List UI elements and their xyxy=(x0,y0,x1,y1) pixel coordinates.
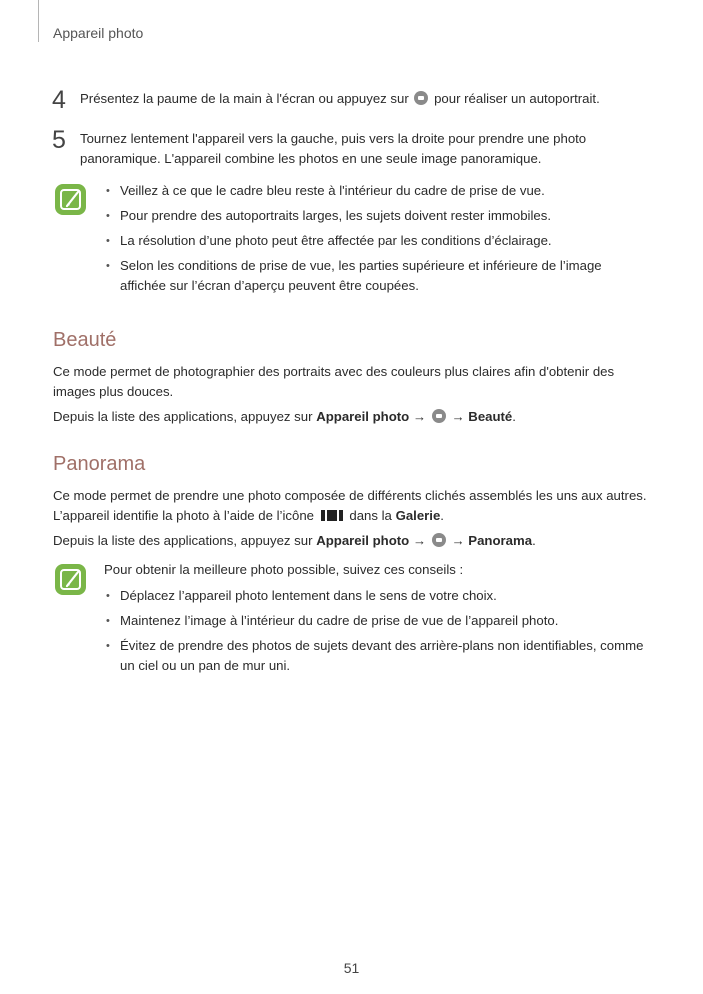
note-icon xyxy=(55,564,86,595)
section-heading-beaute: Beauté xyxy=(53,329,117,351)
section-heading-panorama: Panorama xyxy=(53,453,146,475)
gallery-name: Galerie xyxy=(395,508,441,523)
step-text: Présentez la paume de la main à l'écran ou appuyez sur pour réaliser un autoportrait. xyxy=(80,91,600,106)
app-name: Appareil photo xyxy=(316,409,410,424)
list-item: • Selon les conditions de prise de vue, les parties supérieure et inférieure de l’image affichée sur l’écran d’aperçu peuvent être coupées. xyxy=(106,258,602,293)
instruction-path: Depuis la liste des applications, appuyez sur Appareil photo → → Beauté. xyxy=(53,409,516,424)
instruction-path: Depuis la liste des applications, appuyez sur Appareil photo → → Panorama. xyxy=(53,533,536,548)
mode-icon xyxy=(432,409,446,423)
list-item: • Veillez à ce que le cadre bleu reste à l'intérieur du cadre de prise de vue. xyxy=(106,183,545,198)
header-divider xyxy=(38,0,39,42)
mode-name: Panorama xyxy=(468,533,533,548)
note-icon xyxy=(55,184,86,215)
list-item: • Pour prendre des autoportraits larges, les sujets doivent rester immobiles. xyxy=(106,208,551,223)
list-item: • Déplacez l’appareil photo lentement dans le sens de votre choix. xyxy=(106,588,497,603)
section-description: Ce mode permet de photographier des portraits avec des couleurs plus claires afin d'obtenir des images plus douces. xyxy=(53,364,615,399)
step-number: 5 xyxy=(52,126,66,154)
section-title: Appareil photo xyxy=(53,25,144,41)
panorama-icon xyxy=(321,510,343,521)
list-item: • La résolution d’une photo peut être affectée par les conditions d’éclairage. xyxy=(106,233,552,248)
list-item: • Maintenez l’image à l’intérieur du cadre de prise de vue de l’appareil photo. xyxy=(106,613,559,628)
step-number: 4 xyxy=(52,86,66,114)
step-text: Tournez lentement l'appareil vers la gauche, puis vers la droite pour prendre une photo panoramique. L'appareil combine les photos en une seule image panoramique. xyxy=(80,131,587,166)
mode-name: Beauté xyxy=(468,409,513,424)
mode-icon xyxy=(432,533,446,547)
app-name: Appareil photo xyxy=(316,533,410,548)
list-item: • Évitez de prendre des photos de sujets devant des arrière-plans non identifiables, comme un ciel ou un pan de mur uni. xyxy=(106,638,644,673)
selfie-camera-icon xyxy=(414,91,428,105)
section-description: Ce mode permet de prendre une photo composée de différents clichés assemblés les uns aux autres. L’appareil identifie la photo à l’aide de l’icône dans la Galerie. xyxy=(53,488,647,523)
note-intro: Pour obtenir la meilleure photo possible, suivez ces conseils : xyxy=(104,562,464,577)
page-number: 51 xyxy=(343,960,360,976)
